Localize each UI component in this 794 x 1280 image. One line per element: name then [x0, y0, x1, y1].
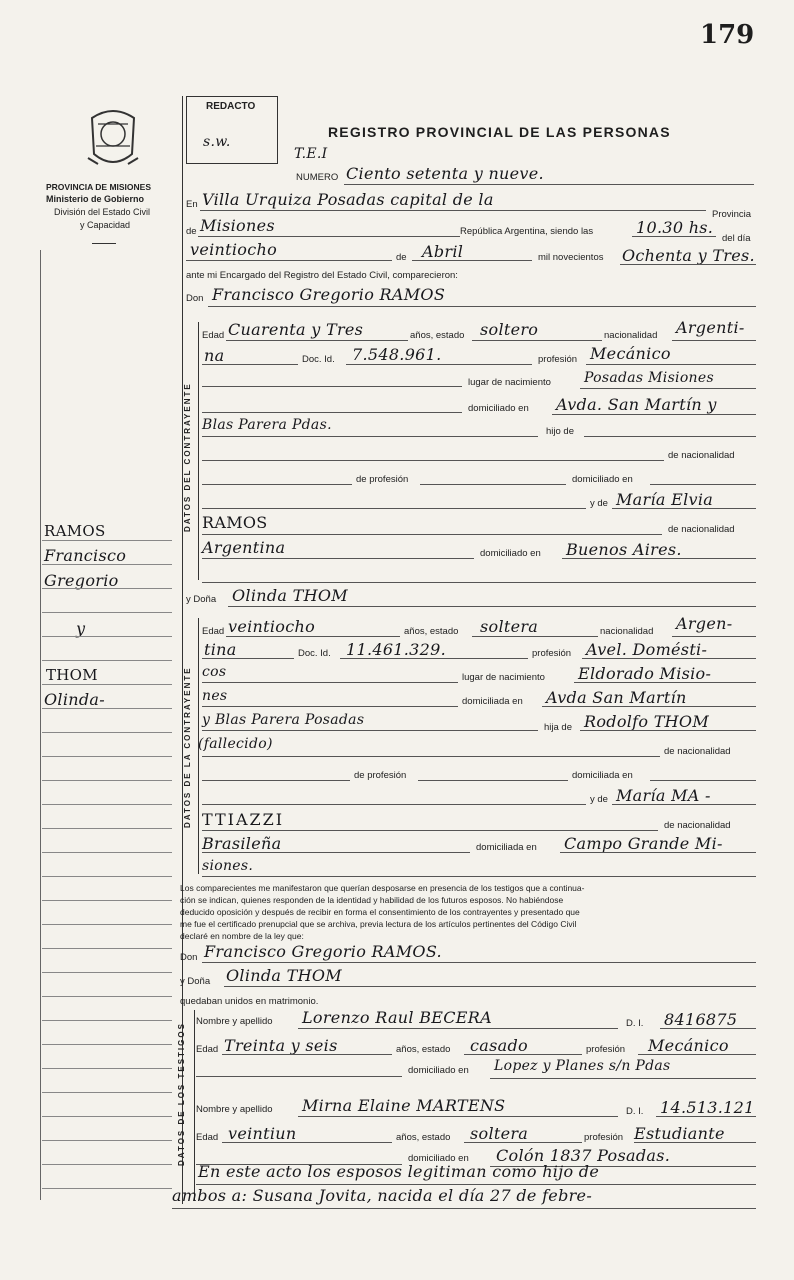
- groom-doc: 7.548.961.: [352, 345, 442, 364]
- margin-rule: [42, 636, 172, 637]
- y-dona-label: y Doña: [186, 594, 217, 605]
- margin-name-groom-1: Francisco: [44, 546, 127, 565]
- numero-label: NUMERO: [296, 172, 339, 183]
- margin-rule: [42, 1020, 172, 1021]
- coat-of-arms-seal: [84, 104, 142, 177]
- del-dia-label: del día: [722, 233, 751, 244]
- margin-y: y: [76, 619, 86, 638]
- bride-mother-nac-label: de nacionalidad: [664, 820, 731, 831]
- mil-novecientos-label: mil novecientos: [538, 252, 604, 263]
- margin-rule: [42, 1092, 172, 1093]
- bride-y-de-label: y de: [590, 794, 608, 805]
- groom-mother-nac-label: de nacionalidad: [668, 524, 735, 535]
- bride-edad: veintiocho: [228, 617, 316, 636]
- bride-nacionalidad-1: Argen-: [676, 614, 733, 633]
- province-label: PROVINCIA DE MISIONES: [46, 182, 152, 192]
- bride-father-prof-label: de profesión: [354, 770, 407, 781]
- margin-rule: [42, 1188, 172, 1189]
- bride-madre-1: María MA -: [616, 786, 711, 805]
- witness2-di: 14.513.121: [660, 1098, 755, 1117]
- groom-profesion: Mecánico: [590, 344, 671, 363]
- witness1-edad: Treinta y seis: [224, 1036, 338, 1055]
- groom-lugar: Posadas Misiones: [584, 370, 714, 386]
- witness1-estado: casado: [470, 1036, 528, 1055]
- groom-name: Francisco Gregorio RAMOS: [212, 285, 446, 304]
- datos-testigos-label: DATOS DE LOS TESTIGOS: [177, 1022, 186, 1166]
- numero-value: Ciento setenta y nueve.: [346, 164, 544, 183]
- tomo-mark: T.E.I: [294, 146, 328, 162]
- page-number: 179: [700, 20, 755, 50]
- declaration-line-2: ción se indican, quienes responden de la identidad y habilidad de los futuros esposos. No habiéndose: [180, 895, 564, 905]
- margin-rule: [42, 1068, 172, 1069]
- bride-madre-nac: Brasileña: [202, 834, 282, 853]
- groom-madre-dom: Buenos Aires.: [566, 540, 682, 559]
- bride-hija-label: hija de: [544, 722, 572, 733]
- de-month-label: de: [396, 252, 407, 263]
- witness1-name-label: Nombre y apellido: [196, 1016, 273, 1027]
- bride-doc-label: Doc. Id.: [298, 648, 331, 659]
- declared-dona-label: y Doña: [180, 976, 211, 987]
- bride-lugar-1: Eldorado Misio-: [578, 664, 712, 683]
- margin-rule: [42, 708, 172, 709]
- bride-mother-dom-label: domiciliada en: [476, 842, 537, 853]
- margin-rule: [42, 564, 172, 565]
- bride-doc: 11.461.329.: [346, 640, 446, 659]
- note-line-1: En este acto los esposos legitiman como hijo de: [198, 1162, 600, 1181]
- place-value: Villa Urquiza Posadas capital de la: [202, 190, 494, 209]
- groom-nacionalidad-2: na: [204, 346, 225, 365]
- bride-anos-estado-label: años, estado: [404, 626, 459, 637]
- de-label: de: [186, 226, 197, 237]
- capacity-label: y Capacidad: [80, 220, 131, 230]
- declared-don: Francisco Gregorio RAMOS.: [204, 942, 442, 961]
- margin-rule: [42, 996, 172, 997]
- groom-edad-label: Edad: [202, 330, 225, 341]
- registry-title: REGISTRO PROVINCIAL DE LAS PERSONAS: [328, 124, 671, 140]
- margin-rule: [42, 1116, 172, 1117]
- groom-domicilio-2: Blas Parera Pdas.: [202, 417, 332, 433]
- groom-father-dom-label: domiciliado en: [572, 474, 633, 485]
- declaration-line-4: me fue el certificado prenupcial que se archiva, previa lectura de los artículos pertinentes del Código Civil: [180, 919, 577, 929]
- groom-profesion-label: profesión: [538, 354, 578, 365]
- bride-edad-label: Edad: [202, 626, 225, 637]
- margin-rule: [42, 660, 172, 661]
- margin-rule: [42, 804, 172, 805]
- bride-domicilio-2: y Blas Parera Posadas: [202, 712, 365, 728]
- bride-padre-estado: (fallecido): [198, 736, 273, 752]
- redacto-value: s.w.: [203, 134, 231, 150]
- redacto-label: REDACTO: [206, 101, 256, 112]
- margin-name-groom-2: Gregorio: [44, 571, 119, 590]
- quedaban-text: quedaban unidos en matrimonio.: [180, 996, 319, 1007]
- margin-rule: [42, 1044, 172, 1045]
- groom-estado: soltero: [480, 320, 539, 339]
- division-label: División del Estado Civil: [54, 207, 151, 217]
- margin-rule: [42, 756, 172, 757]
- bride-madre-dom-1: Campo Grande Mi-: [564, 834, 723, 853]
- declaration-line-5: declaré en nombre de la ley que:: [180, 931, 304, 941]
- bride-profesion-label: profesión: [532, 648, 572, 659]
- margin-rule: [42, 684, 172, 685]
- margin-rule: [42, 732, 172, 733]
- ministry-label: Ministerio de Gobierno: [46, 194, 145, 204]
- witness1-edad-label: Edad: [196, 1044, 219, 1055]
- witness2-domicilio: Colón 1837 Posadas.: [496, 1146, 671, 1165]
- provincia-label: Provincia: [712, 209, 752, 220]
- republica-label: República Argentina, siendo las: [460, 226, 594, 237]
- margin-rule: [42, 780, 172, 781]
- don-label: Don: [186, 293, 204, 304]
- margin-rule: [42, 588, 172, 589]
- margin-rule: [42, 876, 172, 877]
- bride-father-dom-label: domiciliada en: [572, 770, 633, 781]
- witness2-name: Mirna Elaine MARTENS: [302, 1096, 506, 1115]
- witness1-di: 8416875: [664, 1010, 738, 1029]
- witness2-estado: soltera: [470, 1124, 529, 1143]
- groom-father-nac-label: de nacionalidad: [668, 450, 735, 461]
- margin-rule: [42, 972, 172, 973]
- declared-dona: Olinda THOM: [226, 966, 342, 985]
- datos-contrayente-f-label: DATOS DE LA CONTRAYENTE: [183, 666, 192, 828]
- witness1-profesion-label: profesión: [586, 1044, 626, 1055]
- witness2-edad-label: Edad: [196, 1132, 219, 1143]
- groom-domicilio-1: Avda. San Martín y: [556, 395, 717, 414]
- witness2-edad: veintiun: [228, 1124, 297, 1143]
- witness1-anos-estado-label: años, estado: [396, 1044, 451, 1055]
- declaration-line-3: deducido oposición y después de recibir en forma el consentimiento de los contrayentes y presentado que: [180, 907, 580, 917]
- province-value: Misiones: [200, 216, 275, 235]
- note-line-2: ambos a: Susana Jovita, nacida el día 27 de febre-: [172, 1186, 593, 1205]
- groom-madre-1: María Elvia: [616, 490, 714, 509]
- margin-rule: [42, 1164, 172, 1165]
- groom-nacionalidad-label: nacionalidad: [604, 330, 658, 341]
- witness2-profesion-label: profesión: [584, 1132, 624, 1143]
- bride-nacionalidad-label: nacionalidad: [600, 626, 654, 637]
- ante-mi-text: ante mi Encargado del Registro del Estado Civil, comparecieron:: [186, 270, 458, 281]
- witness1-profesion: Mecánico: [648, 1036, 729, 1055]
- left-margin-border: [40, 250, 41, 1200]
- groom-anos-estado-label: años, estado: [410, 330, 465, 341]
- witness2-dom-label: domiciliado en: [408, 1153, 469, 1164]
- year-value: Ochenta y Tres.: [622, 246, 755, 265]
- groom-mother-dom-label: domiciliado en: [480, 548, 541, 559]
- margin-rule: [42, 900, 172, 901]
- day-value: veintiocho: [190, 240, 278, 259]
- bride-madre-2: TTIAZZI: [202, 810, 285, 829]
- witness2-anos-estado-label: años, estado: [396, 1132, 451, 1143]
- declared-don-label: Don: [180, 952, 198, 963]
- witness-bracket: [194, 1010, 195, 1200]
- groom-madre-2: RAMOS: [202, 513, 268, 532]
- groom-lugar-label: lugar de nacimiento: [468, 377, 551, 388]
- witness2-di-label: D. I.: [626, 1106, 644, 1117]
- groom-madre-nac: Argentina: [202, 538, 286, 557]
- witness2-name-label: Nombre y apellido: [196, 1104, 273, 1115]
- witness1-name: Lorenzo Raul BECERA: [302, 1008, 492, 1027]
- groom-doc-label: Doc. Id.: [302, 354, 335, 365]
- margin-name-bride: Olinda-: [44, 690, 105, 709]
- bride-madre-dom-2: siones.: [202, 858, 254, 874]
- bride-domicilio-label: domiciliada en: [462, 696, 523, 707]
- groom-hijo-label: hijo de: [546, 426, 574, 437]
- margin-rule: [42, 852, 172, 853]
- bride-profesion-2: cos: [202, 664, 227, 680]
- hour-value: 10.30 hs.: [636, 218, 714, 237]
- margin-rule: [42, 1140, 172, 1141]
- month-value: Abril: [422, 242, 464, 261]
- bride-lugar-2: nes: [202, 688, 228, 704]
- margin-rule: [42, 612, 172, 613]
- bride-father-nac-label: de nacionalidad: [664, 746, 731, 757]
- declaration-line-1: Los comparecientes me manifestaron que querían desposarse en presencia de los testigos que a continua-: [180, 883, 585, 893]
- groom-bracket: [198, 322, 199, 580]
- margin-rule: [42, 540, 172, 541]
- bride-padre: Rodolfo THOM: [584, 712, 710, 731]
- margin-rule: [42, 924, 172, 925]
- header-divider: [92, 243, 116, 244]
- bride-name: Olinda THOM: [232, 586, 348, 605]
- witness2-profesion: Estudiante: [634, 1124, 725, 1143]
- margin-rule: [42, 828, 172, 829]
- witness1-domicilio: Lopez y Planes s/n Pdas: [494, 1058, 671, 1074]
- witness1-dom-label: domiciliado en: [408, 1065, 469, 1076]
- bride-estado: soltera: [480, 617, 539, 636]
- groom-domicilio-label: domiciliado en: [468, 403, 529, 414]
- bride-profesion-1: Avel. Domésti-: [586, 640, 708, 659]
- margin-rule: [42, 948, 172, 949]
- margin-surname-bride: THOM: [46, 666, 98, 684]
- bride-domicilio-1: Avda San Martín: [546, 688, 687, 707]
- witness1-di-label: D. I.: [626, 1018, 644, 1029]
- bride-nacionalidad-2: tina: [204, 640, 237, 659]
- margin-surname-groom: RAMOS: [44, 522, 106, 540]
- groom-nacionalidad-1: Argenti-: [676, 318, 745, 337]
- datos-contrayente-label: DATOS DEL CONTRAYENTE: [183, 382, 192, 532]
- en-label: En: [186, 199, 198, 210]
- groom-y-de-label: y de: [590, 498, 608, 509]
- groom-father-prof-label: de profesión: [356, 474, 409, 485]
- groom-edad: Cuarenta y Tres: [228, 320, 364, 339]
- bride-lugar-label: lugar de nacimiento: [462, 672, 545, 683]
